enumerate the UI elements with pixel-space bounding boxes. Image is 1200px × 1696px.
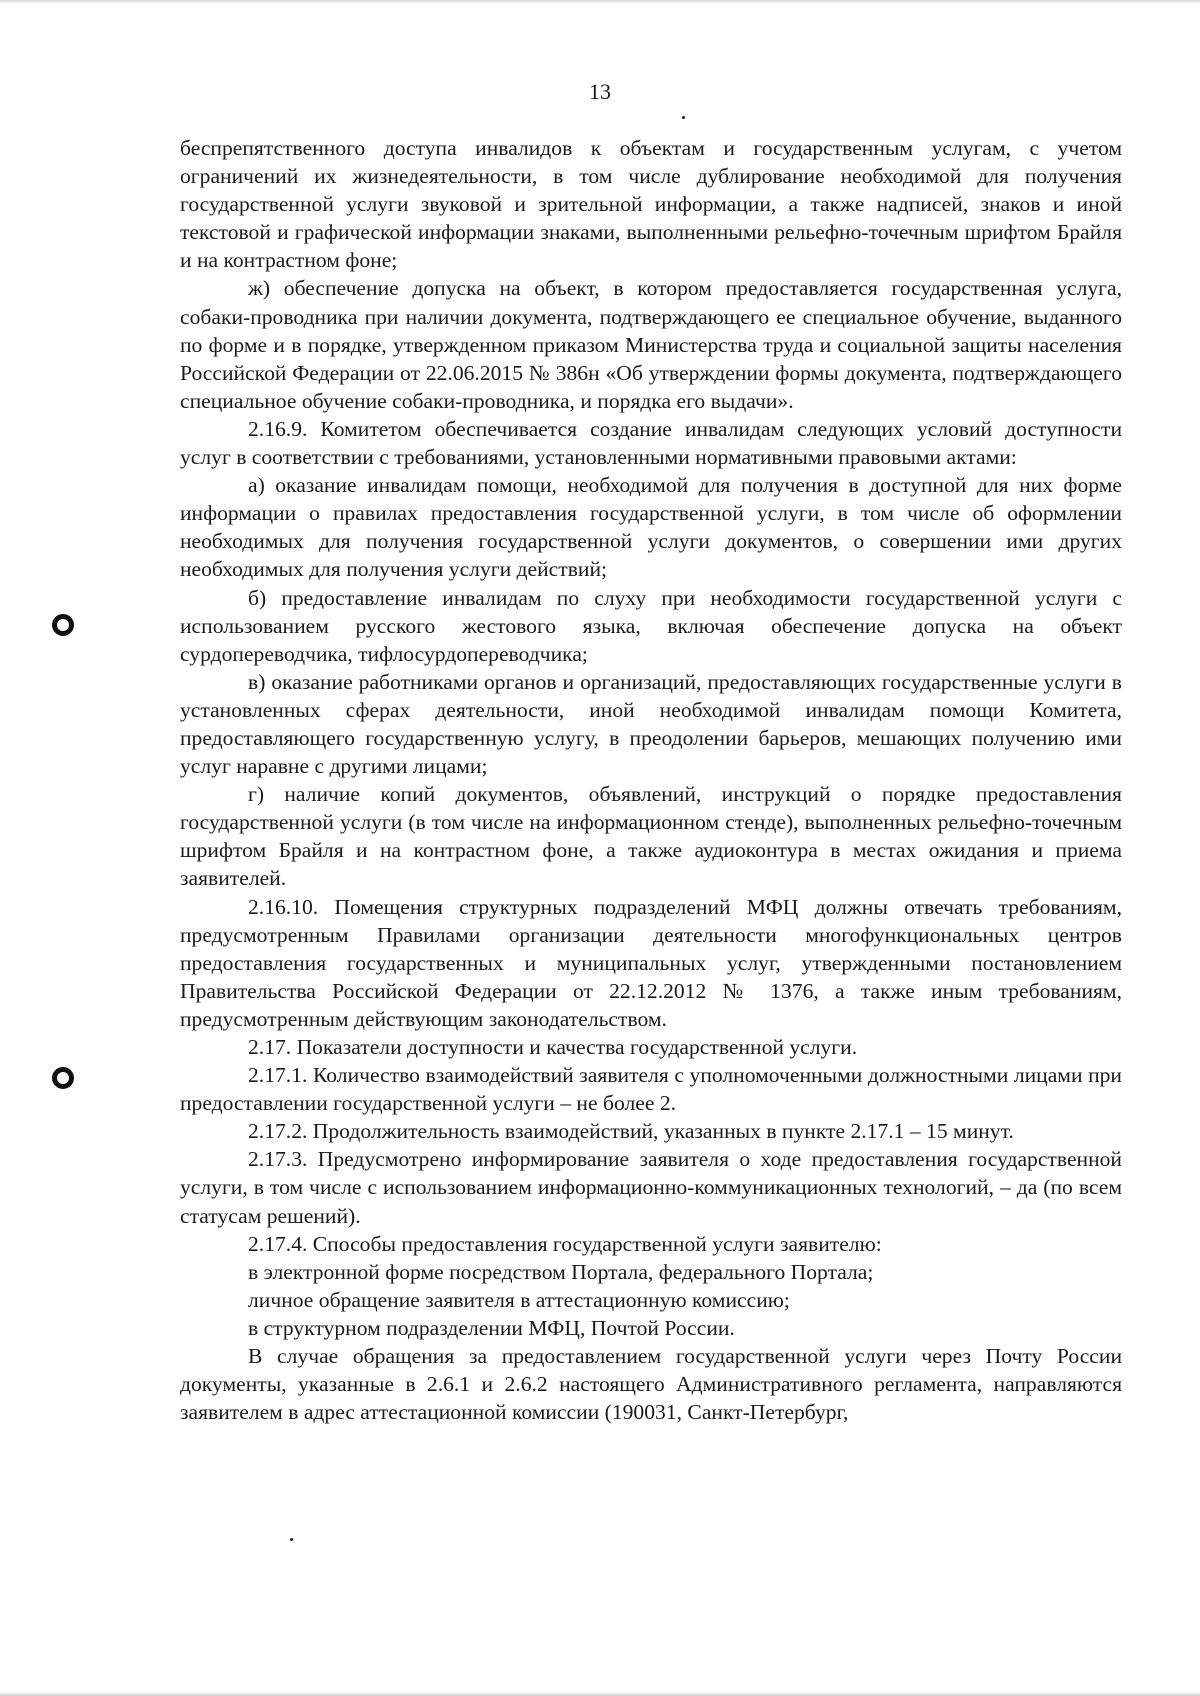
- paragraph: 2.17.1. Количество взаимодействий заявителя с уполномоченными должностными лицами при предоставлении государственной услуги – не более 2.: [180, 1063, 1122, 1116]
- scan-bottom-edge: [0, 1692, 1200, 1696]
- paragraph: 2.17.2. Продолжительность взаимодействий, указанных в пункте 2.17.1 – 15 минут.: [248, 1119, 1014, 1144]
- document-body: [180, 134, 1122, 1426]
- scan-top-edge: [0, 0, 1200, 4]
- paragraph: в структурном подразделении МФЦ, Почтой России.: [248, 1315, 735, 1340]
- paragraph: в) оказание работниками органов и организаций, предоставляющих государственные услуги в установленных сферах деятельности, иной необходимой инвалидам помощи Комитета, предоставляющего государственную услугу, в преодолении барьеров, мешающих получению ими услуг наравне с другими лицами;: [180, 669, 1122, 779]
- scan-dot-mark: [290, 1538, 293, 1541]
- scan-dot-mark: [682, 116, 685, 119]
- page-number: 13: [589, 79, 611, 104]
- paragraph: ж) обеспечение допуска на объект, в котором предоставляется государственная услуга, собаки-проводника при наличии документа, подтверждающего ее специальное обучение, выданного по форме и в порядке, утвержденном приказом Министерства труда и социальной защиты населения Российской Федерации от 22.06.2015 № 386н «Об утверждении формы документа, подтверждающего специальное обучение собаки-проводника, и порядка его выдачи».: [180, 276, 1122, 413]
- paragraph: а) оказание инвалидам помощи, необходимой для получения в доступной для них форме информации о правилах предоставления государственной услуги, в том числе об оформлении необходимых для получения государственной услуги документов, о совершении ими других необходимых для получения услуги действий;: [180, 473, 1122, 582]
- paragraph: личное обращение заявителя в аттестационную комиссию;: [248, 1287, 790, 1312]
- paragraph: 2.16.9. Комитетом обеспечивается создание инвалидам следующих условий доступности услуг в соответствии с требованиями, установленными нормативными правовыми актами:: [180, 416, 1122, 470]
- binder-hole-upper: [52, 614, 74, 636]
- paragraph: В случае обращения за предоставлением государственной услуги через Почту России документы, указанные в 2.6.1 и 2.6.2 настоящего Административного регламента, направляются заявителем в адрес аттестационной комиссии (190031, Санкт-Петербург,: [180, 1344, 1122, 1425]
- paragraph: 2.17.4. Способы предоставления государственной услуги заявителю:: [248, 1231, 882, 1256]
- paragraph: в электронной форме посредством Портала, федерального Портала;: [248, 1259, 874, 1284]
- paragraph: беспрепятственного доступа инвалидов к объектам и государственным услугам, с учетом ограничений их жизнедеятельности, в том числе дублирование необходимой для получения государственной услуги звуковой и зрительной информации, а также надписей, знаков и иной текстовой и графической информации знаками, выполненными рельефно-точечным шрифтом Брайля и на контрастном фоне;: [180, 136, 1122, 273]
- paragraph: б) предоставление инвалидам по слуху при необходимости государственной услуги с использованием русского жестового языка, включая обеспечение допуска на объект сурдопереводчика, тифлосурдопереводчика;: [180, 585, 1122, 666]
- paragraph: г) наличие копий документов, объявлений, инструкций о порядке предоставления государственной услуги (в том числе на информационном стенде), выполненных рельефно-точечным шрифтом Брайля и на контрастном фоне, а также аудиоконтура в местах ожидания и приема заявителей.: [180, 782, 1122, 891]
- paragraph: 2.16.10. Помещения структурных подразделений МФЦ должны отвечать требованиям, предусмотренным Правилами организации деятельности многофункциональных центров предоставления государственных и муниципальных услуг, утвержденными постановлением Правительства Российской Федерации от 22.12.2012 № 1376, а также иным требованиям, предусмотренным действующим законодательством.: [180, 894, 1122, 1031]
- paragraph: 2.17.3. Предусмотрено информирование заявителя о ходе предоставления государственной услуги, в том числе с использованием информационно-коммуникационных технологий, – да (по всем статусам решений).: [180, 1147, 1122, 1228]
- binder-hole-lower: [52, 1067, 74, 1089]
- paragraph: 2.17. Показатели доступности и качества государственной услуги.: [248, 1035, 858, 1059]
